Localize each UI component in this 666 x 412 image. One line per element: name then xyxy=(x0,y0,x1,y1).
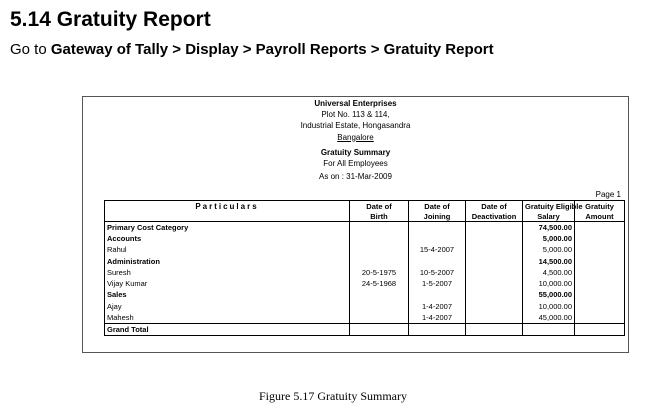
row-date-of-deactivation xyxy=(466,267,523,278)
column-header-particulars: Particulars xyxy=(105,201,350,222)
row-date-of-joining xyxy=(409,289,466,300)
row-particulars: Suresh xyxy=(105,267,350,278)
row-date-of-deactivation xyxy=(466,301,523,312)
table-row xyxy=(105,244,625,255)
row-date-of-joining xyxy=(409,222,466,234)
section-heading: 5.14 Gratuity Report xyxy=(10,8,211,31)
row-gratuity-eligible-salary: 45,000.00 xyxy=(523,312,575,324)
row-particulars: Vijay Kumar xyxy=(105,278,350,289)
row-date-of-birth xyxy=(350,301,409,312)
page-number: Page 1 xyxy=(595,190,621,199)
table-header-row xyxy=(105,201,625,222)
column-header-date-of-birth: Date of Birth xyxy=(350,201,409,222)
company-city: Bangalore xyxy=(337,132,374,142)
row-date-of-joining: 1-5-2007 xyxy=(409,278,466,289)
row-particulars: Administration xyxy=(105,256,350,267)
figure-caption: Figure 5.17 Gratuity Summary xyxy=(259,389,407,403)
report-header xyxy=(83,98,628,182)
row-gratuity-eligible-salary: 14,500.00 xyxy=(523,256,575,267)
table-group-row xyxy=(105,233,625,244)
report-title: Gratuity Summary xyxy=(320,147,391,157)
row-date-of-joining: 1-4-2007 xyxy=(409,312,466,324)
row-gratuity-eligible-salary: 55,000.00 xyxy=(523,289,575,300)
row-particulars: Mahesh xyxy=(105,312,350,324)
row-date-of-deactivation xyxy=(466,244,523,255)
row-gratuity-amount xyxy=(575,233,625,244)
table-row xyxy=(105,312,625,324)
row-date-of-joining: 15-4-2007 xyxy=(409,244,466,255)
column-header-gratuity-amount: Gratuity Amount xyxy=(575,201,625,222)
row-gratuity-amount xyxy=(575,301,625,312)
gratuity-summary-report xyxy=(82,96,629,353)
column-header-date-of-joining: Date of Joining xyxy=(409,201,466,222)
gratuity-table xyxy=(104,200,625,336)
table-row xyxy=(105,278,625,289)
row-date-of-deactivation xyxy=(466,289,523,300)
column-header-date-of-deactivation: Date of Deactivation xyxy=(466,201,523,222)
table-group-row xyxy=(105,222,625,234)
navigation-menu-path: Gateway of Tally > Display > Payroll Reports > Gratuity Report xyxy=(50,41,494,58)
row-date-of-joining: 10-5-2007 xyxy=(409,267,466,278)
row-gratuity-amount xyxy=(575,312,625,324)
row-gratuity-eligible-salary: 10,000.00 xyxy=(523,301,575,312)
row-date-of-birth xyxy=(350,289,409,300)
row-date-of-deactivation xyxy=(466,312,523,324)
table-row xyxy=(105,267,625,278)
grand-total-row xyxy=(105,323,625,335)
row-gratuity-eligible-salary: 4,500.00 xyxy=(523,267,575,278)
row-particulars: Primary Cost Category xyxy=(105,222,350,234)
row-particulars: Rahul xyxy=(105,244,350,255)
row-particulars: Accounts xyxy=(105,233,350,244)
row-date-of-birth xyxy=(350,222,409,234)
report-scope: For All Employees xyxy=(323,159,388,169)
row-date-of-joining xyxy=(409,233,466,244)
table-row xyxy=(105,301,625,312)
row-gratuity-eligible-salary: 5,000.00 xyxy=(523,233,575,244)
row-gratuity-amount xyxy=(575,222,625,234)
grand-total-label: Grand Total xyxy=(105,323,350,335)
row-gratuity-eligible-salary: 5,000.00 xyxy=(523,244,575,255)
row-date-of-deactivation xyxy=(466,222,523,234)
row-particulars: Ajay xyxy=(105,301,350,312)
column-header-gratuity-eligible-salary: Gratuity Eligible Salary xyxy=(523,201,575,222)
report-as-on-date: As on : 31-Mar-2009 xyxy=(319,172,392,182)
table-group-row xyxy=(105,256,625,267)
row-gratuity-eligible-salary: 74,500.00 xyxy=(523,222,575,234)
row-gratuity-amount xyxy=(575,267,625,278)
company-name: Universal Enterprises xyxy=(314,99,397,108)
row-date-of-joining: 1-4-2007 xyxy=(409,301,466,312)
row-gratuity-amount xyxy=(575,278,625,289)
row-date-of-deactivation xyxy=(466,278,523,289)
company-address-line1: Plot No. 113 & 114, xyxy=(321,110,390,120)
row-particulars: Sales xyxy=(105,289,350,300)
row-date-of-birth xyxy=(350,244,409,255)
row-gratuity-amount xyxy=(575,256,625,267)
row-date-of-birth: 20-5-1975 xyxy=(350,267,409,278)
row-date-of-birth xyxy=(350,312,409,324)
navigation-path xyxy=(10,41,494,58)
company-address-line2: Industrial Estate, Hongasandra xyxy=(300,121,411,131)
row-gratuity-eligible-salary: 10,000.00 xyxy=(523,278,575,289)
row-date-of-birth: 24-5-1968 xyxy=(350,278,409,289)
row-date-of-joining xyxy=(409,256,466,267)
row-date-of-birth xyxy=(350,256,409,267)
table-group-row xyxy=(105,289,625,300)
row-date-of-deactivation xyxy=(466,256,523,267)
row-gratuity-amount xyxy=(575,244,625,255)
navigation-prefix: Go to xyxy=(10,41,51,58)
row-date-of-birth xyxy=(350,233,409,244)
row-gratuity-amount xyxy=(575,289,625,300)
row-date-of-deactivation xyxy=(466,233,523,244)
